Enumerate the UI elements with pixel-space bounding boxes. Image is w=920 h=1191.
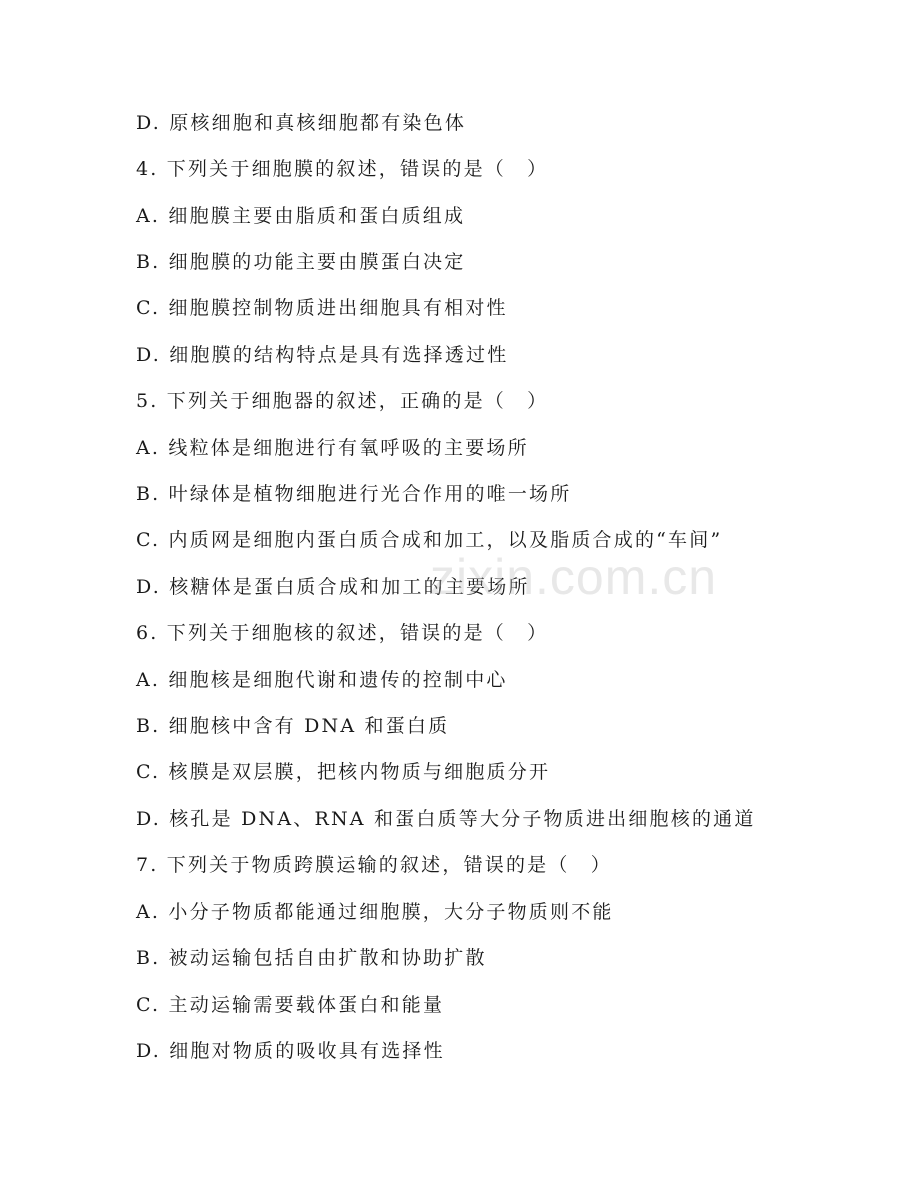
option-3d: D. 原核细胞和真核细胞都有染色体 [136,112,467,134]
option-5b: B. 叶绿体是植物细胞进行光合作用的唯一场所 [136,483,572,505]
option-4d: D. 细胞膜的结构特点是具有选择透过性 [136,344,509,366]
option-4b: B. 细胞膜的功能主要由膜蛋白决定 [136,251,466,273]
option-6a: A. 细胞核是细胞代谢和遗传的控制中心 [136,669,508,691]
option-7d: D. 细胞对物质的吸收具有选择性 [136,1040,445,1062]
option-5c: C. 内质网是细胞内蛋白质合成和加工，以及脂质合成的“车间” [136,529,723,551]
question-5: 5. 下列关于细胞器的叙述，正确的是（ ） [136,390,549,412]
option-6c: C. 核膜是双层膜，把核内物质与细胞质分开 [136,761,551,783]
option-4c: C. 细胞膜控制物质进出细胞具有相对性 [136,297,508,319]
watermark: zixin.com.cn [430,549,718,605]
option-5d: D. 核糖体是蛋白质合成和加工的主要场所 [136,576,530,598]
question-6: 6. 下列关于细胞核的叙述，错误的是（ ） [136,622,549,644]
option-4a: A. 细胞膜主要由脂质和蛋白质组成 [136,205,466,227]
option-7c: C. 主动运输需要载体蛋白和能量 [136,994,445,1016]
option-7b: B. 被动运输包括自由扩散和协助扩散 [136,947,487,969]
option-6b: B. 细胞核中含有 DNA 和蛋白质 [136,715,450,737]
option-5a: A. 线粒体是细胞进行有氧呼吸的主要场所 [136,437,529,459]
question-7: 7. 下列关于物质跨膜运输的叙述，错误的是（ ） [136,854,612,876]
question-4: 4. 下列关于细胞膜的叙述，错误的是（ ） [136,158,549,180]
option-6d: D. 核孔是 DNA、RNA 和蛋白质等大分子物质进出细胞核的通道 [136,808,756,830]
option-7a: A. 小分子物质都能通过细胞膜，大分子物质则不能 [136,901,614,923]
